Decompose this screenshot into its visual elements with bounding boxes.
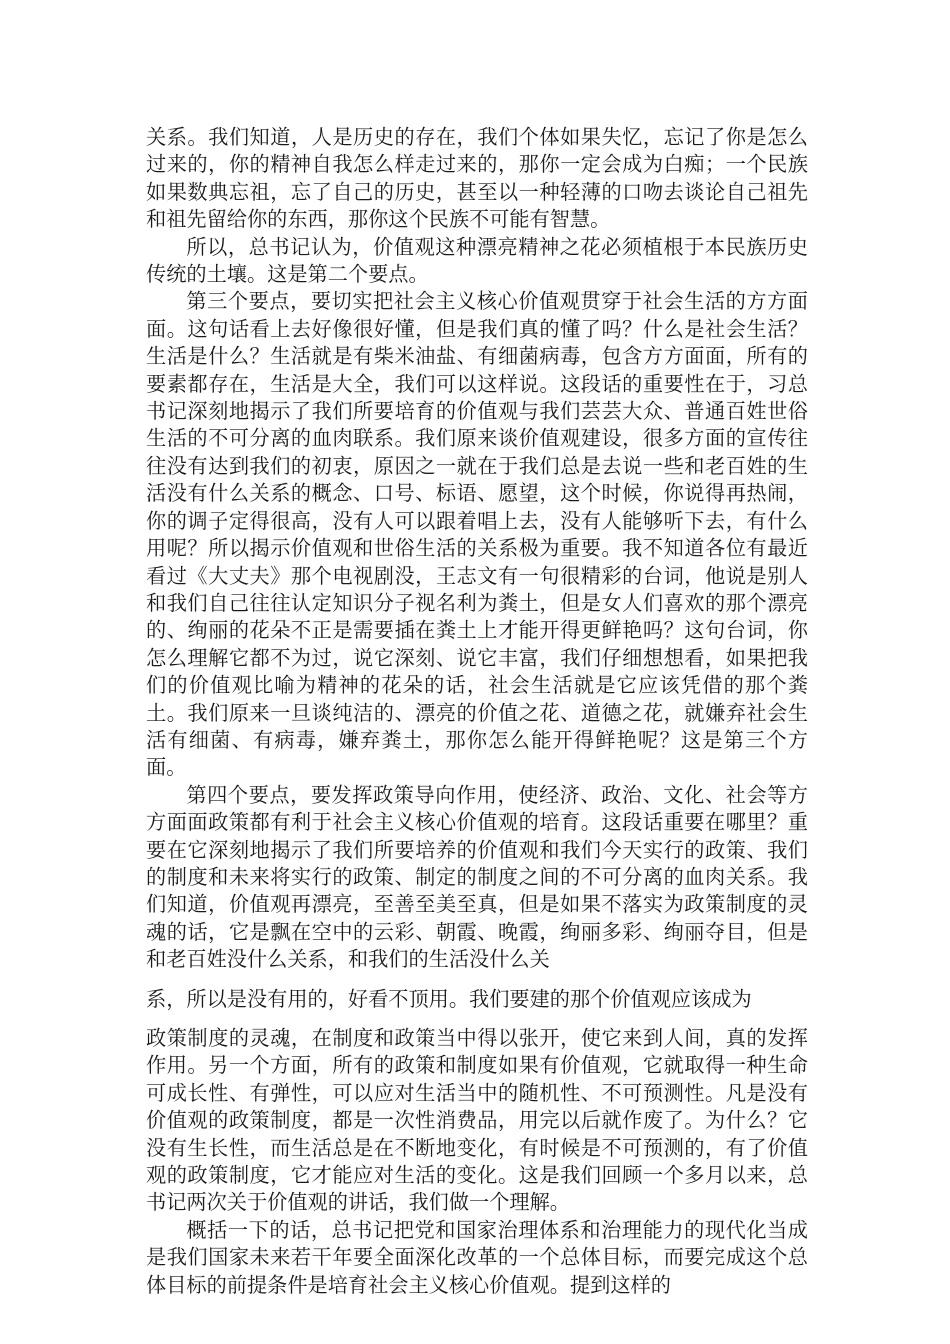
paragraph-third-point: 第三个要点，要切实把社会主义核心价值观贯穿于社会生活的方方面面。这句话看上去好像很好懂，但是我们真的懂了吗？什么是社会生活？生活是什么？生活就是有柴米油盐、有细菌病毒，包含方方面面，所有的要素都存在，生活是大全，我们可以这样说。这段话的重要性在于，习总书记深刻地揭示了我们所要培育的价值观与我们芸芸大众、普通百姓世俗生活的不可分离的血肉联系。我们原来谈价值观建设，很多方面的宣传往往没有达到我们的初衷，原因之一就在于我们总是去说一些和老百姓的生活没有什么关系的概念、口号、标语、愿望，这个时候，你说得再热闹，你的调子定得很高，没有人可以跟着唱上去，没有人能够听下去，有什么用呢？所以揭示价值观和世俗生活的关系极为重要。我不知道各位有最近看过《大丈夫》那个电视剧没，王志文有一句很精彩的台词，他说是别人和我们自己往往认定知识分子视名利为粪土，但是女人们喜欢的那个漂亮的、绚丽的花朵不正是需要插在粪土上才能开得更鲜艳吗？这句台词，你怎么理解它都不为过，说它深刻、说它丰富，我们仔细想想看，如果把我们的价值观比喻为精神的花朵的话，社会生活就是它应该凭借的那个粪土。我们原来一旦谈纯洁的、漂亮的价值之花、道德之花，就嫌弃社会生活有细菌、有病毒，嫌弃粪土，那你怎么能开得鲜艳呢？这是第三个方面。 — [146, 289, 808, 780]
paragraph-summary: 概括一下的话，总书记把党和国家治理体系和治理能力的现代化当成是我们国家未来若干年要全面深化改革的一个总体目标，而要完成这个总体目标的前提条件是培育社会主义核心价值观。提到这样的 — [146, 1217, 808, 1297]
paragraph-second-point: 所以，总书记认为，价值观这种漂亮精神之花必须植根于本民族历史传统的土壤。这是第二个要点。 — [146, 234, 808, 287]
document-page — [146, 124, 808, 1299]
paragraph-fourth-point-cont-2: 政策制度的灵魂，在制度和政策当中得以张开，使它来到人间，真的发挥作用。另一个方面，所有的政策和制度如果有价值观，它就取得一种生命可成长性、有弹性，可以应对生活当中的随机性、不可预测性。凡是没有价值观的政策制度，都是一次性消费品，用完以后就作废了。为什么？它没有生长性，而生活总是在不断地变化，有时候是不可预测的，有了价值观的政策制度，它才能应对生活的变化。这是我们回顾一个多月以来，总书记两次关于价值观的讲话，我们做一个理解。 — [146, 1026, 808, 1215]
paragraph-fourth-point-cont-1: 系，所以是没有用的，好看不顶用。我们要建的那个价值观应该成为 — [146, 986, 752, 1011]
paragraph-continuation: 关系。我们知道，人是历史的存在，我们个体如果失忆，忘记了你是怎么过来的，你的精神自我怎么样走过来的，那你一定会成为白痴；一个民族如果数典忘祖，忘了自己的历史，甚至以一种轻薄的口吻去谈论自己祖先和祖先留给你的东西，那你这个民族不可能有智慧。 — [146, 125, 808, 232]
paragraph-fourth-point: 第四个要点，要发挥政策导向作用，使经济、政治、文化、社会等方方面面政策都有利于社会主义核心价值观的培育。这段话重要在哪里？重要在它深刻地揭示了我们所要培养的价值观和我们今天实行的政策、我们的制度和未来将实行的政策、制定的制度之间的不可分离的血肉关系。我们知道，价值观再漂亮，至善至美至真，但是如果不落实为政策制度的灵魂的话，它是飘在空中的云彩、朝霞、晚霞，绚丽多彩、绚丽夺目，但是和老百姓没什么关系，和我们的生活没什么关 — [146, 782, 808, 972]
